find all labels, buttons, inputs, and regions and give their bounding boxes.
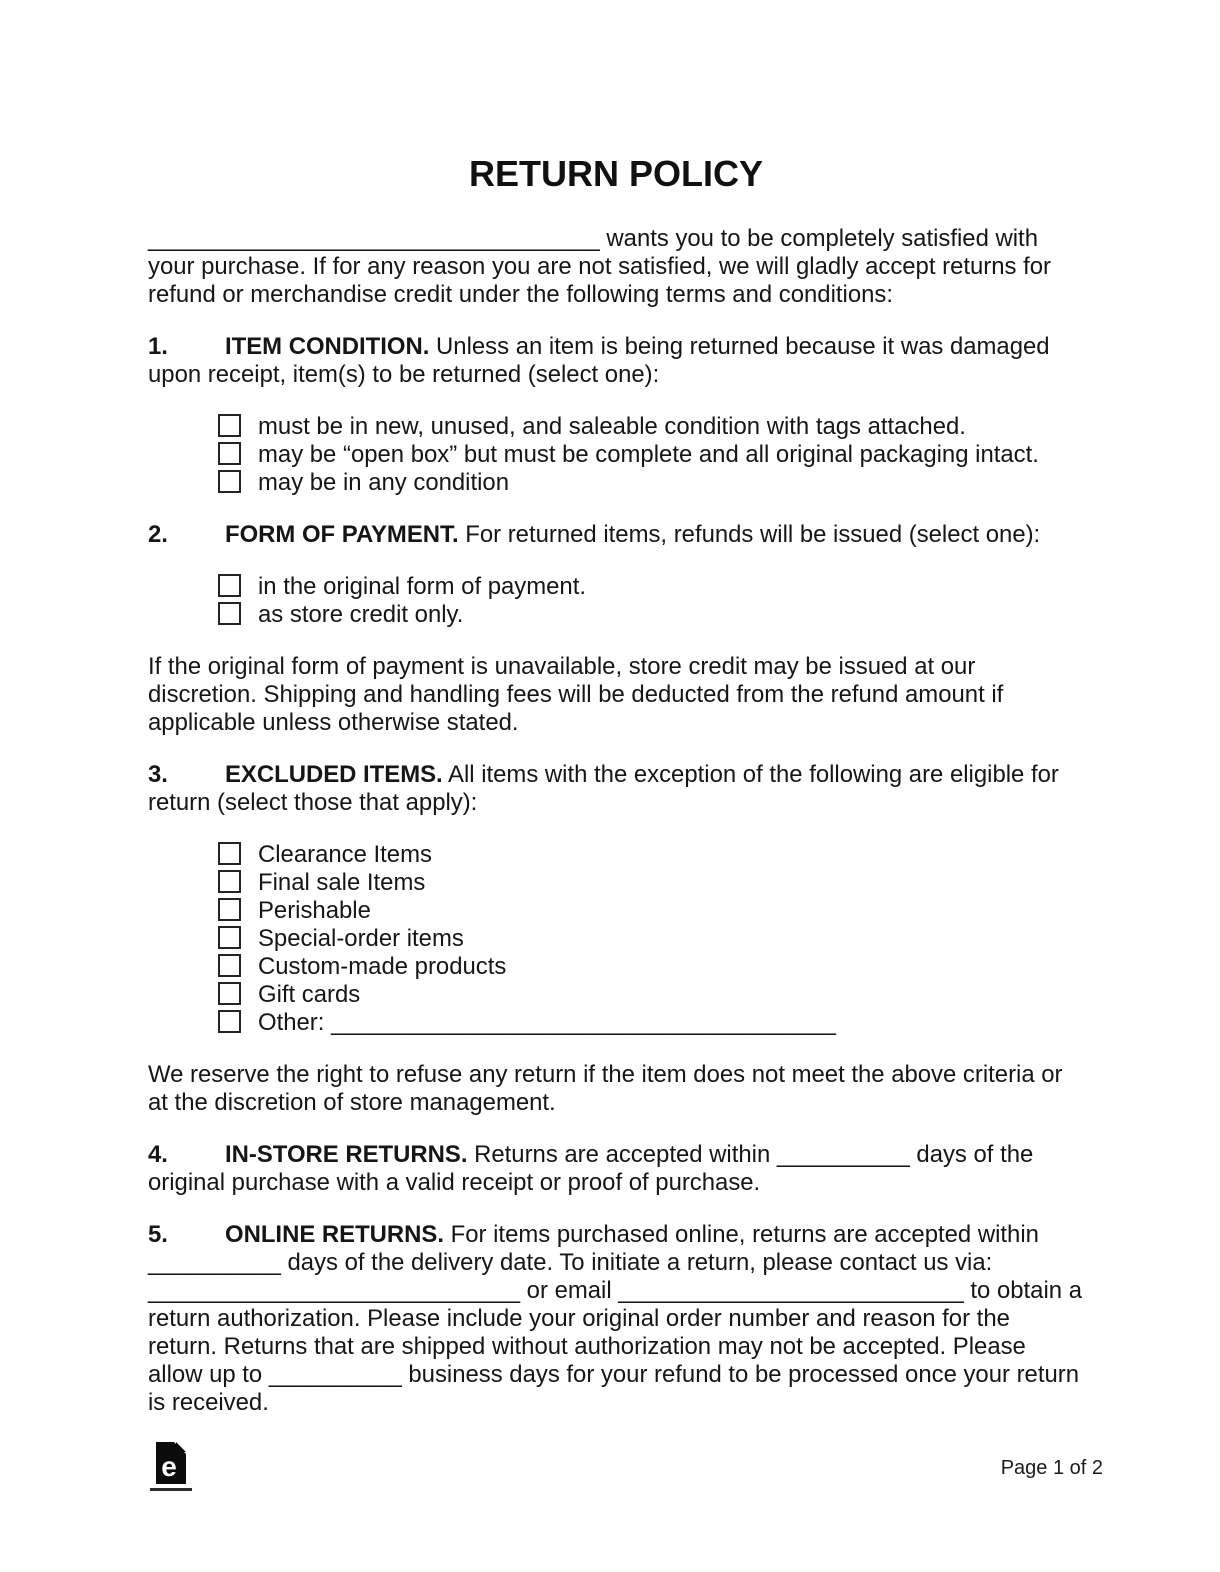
section-5-paragraph [148,1221,1084,1417]
section-4-number: 4. [148,1141,168,1168]
option-label: may be “open box” but must be complete and all original packaging intact. [258,441,1039,468]
section-2-text: For returned items, refunds will be issued (select one): [458,521,1041,548]
option-label: Special-order items [258,925,464,952]
section-4-text: Returns are accepted within [467,1141,777,1168]
section-5-text: For items purchased online, returns are accepted within [444,1221,1039,1248]
section-1-number: 1. [148,333,168,360]
section-3-heading [148,761,1084,817]
section-3-title: EXCLUDED ITEMS. [225,761,443,788]
checkbox[interactable] [218,982,241,1005]
section-3-number: 3. [148,761,168,788]
section-5-number: 5. [148,1221,168,1248]
section-1-title: ITEM CONDITION. [225,333,430,360]
checkbox[interactable] [218,842,241,865]
option-perishable [218,897,1084,925]
option-label: as store credit only. [258,601,464,628]
email-blank[interactable]: __________________________ [618,1277,964,1304]
section-5-text: days of the delivery date. To initiate a return, please contact us via: [280,1249,993,1276]
option-special-order [218,925,1084,953]
checkbox[interactable] [218,414,241,437]
section-4-text: days of the original purchase with a valid receipt or proof of purchase. [148,1141,1034,1196]
page-number-label: Page 1 of 2 [1000,1457,1103,1479]
option-final-sale-items [218,869,1084,897]
form-of-payment-options [148,573,1084,629]
company-name-blank[interactable]: __________________________________ [148,225,600,252]
in-store-days-blank[interactable]: __________ [776,1141,910,1168]
section-3-text: All items with the exception of the following are eligible for return (select those that apply): [148,761,1059,816]
checkbox[interactable] [218,442,241,465]
option-custom-made [218,953,1084,981]
section-1-text: Unless an item is being returned because it was damaged upon receipt, item(s) to be returned (select one): [148,333,1050,388]
section-2-title: FORM OF PAYMENT. [225,521,459,548]
eforms-document-icon [150,1442,194,1494]
section-1-heading [148,333,1084,389]
option-label: Gift cards [258,981,361,1008]
online-days-blank[interactable]: __________ [148,1249,281,1276]
option-label: must be in new, unused, and saleable condition with tags attached. [258,413,966,440]
option-original-payment [218,573,1084,601]
option-other [218,1009,1084,1037]
checkbox[interactable] [218,870,241,893]
option-label: Final sale Items [258,869,426,896]
option-any-condition [218,469,1084,497]
item-condition-options [148,413,1084,497]
document-title: RETURN POLICY [468,153,763,194]
section-5-title: ONLINE RETURNS. [225,1221,445,1248]
option-label: Custom-made products [258,953,507,980]
option-label: Perishable [258,897,371,924]
contact-method-blank[interactable]: ____________________________ [148,1277,521,1304]
excluded-items-options [148,841,1084,1037]
option-label: Clearance Items [258,841,432,868]
section-5-text: to obtain a return authorization. Please include your original order number and reason for the return. Returns that are shipped without authorization may not be accepted. Please allow up to [148,1277,1082,1388]
other-item-blank[interactable]: ______________________________________ [331,1009,836,1036]
eforms-logo [150,1442,194,1494]
checkbox[interactable] [218,926,241,949]
section-5-text: business days for your refund to be processed once your return is received. [148,1361,1080,1416]
checkbox[interactable] [218,954,241,977]
processing-days-blank[interactable]: __________ [268,1361,402,1388]
section-2-number: 2. [148,521,168,548]
checkbox[interactable] [218,602,241,625]
option-label: in the original form of payment. [258,573,586,600]
section-4-title: IN-STORE RETURNS. [225,1141,468,1168]
intro-text: wants you to be completely satisfied with your purchase. If for any reason you are not satisfied, we will gladly accept returns for refund or merchandise credit under the following terms and conditions: [148,225,1051,308]
option-label: may be in any condition [258,469,510,496]
intro-paragraph [148,225,1084,309]
section-4-paragraph [148,1141,1084,1197]
option-label: Other: [258,1009,332,1036]
refusal-note-paragraph: We reserve the right to refuse any return if the item does not meet the above criteria or at the discretion of store management. [148,1061,1063,1116]
checkbox[interactable] [218,898,241,921]
option-gift-cards [218,981,1084,1009]
checkbox[interactable] [218,574,241,597]
option-store-credit [218,601,1084,629]
option-new-unused [218,413,1084,441]
option-clearance-items [218,841,1084,869]
checkbox[interactable] [218,1010,241,1033]
section-2-heading [148,521,1084,549]
option-open-box [218,441,1084,469]
section-5-text: or email [520,1277,619,1304]
svg-text:e: e [161,1451,177,1482]
payment-note-paragraph: If the original form of payment is unavailable, store credit may be issued at our discretion. Shipping and handling fees will be deducted from the refund amount if applicable unless otherwise stated. [148,653,1004,736]
checkbox[interactable] [218,470,241,493]
page-footer [148,1442,1103,1494]
